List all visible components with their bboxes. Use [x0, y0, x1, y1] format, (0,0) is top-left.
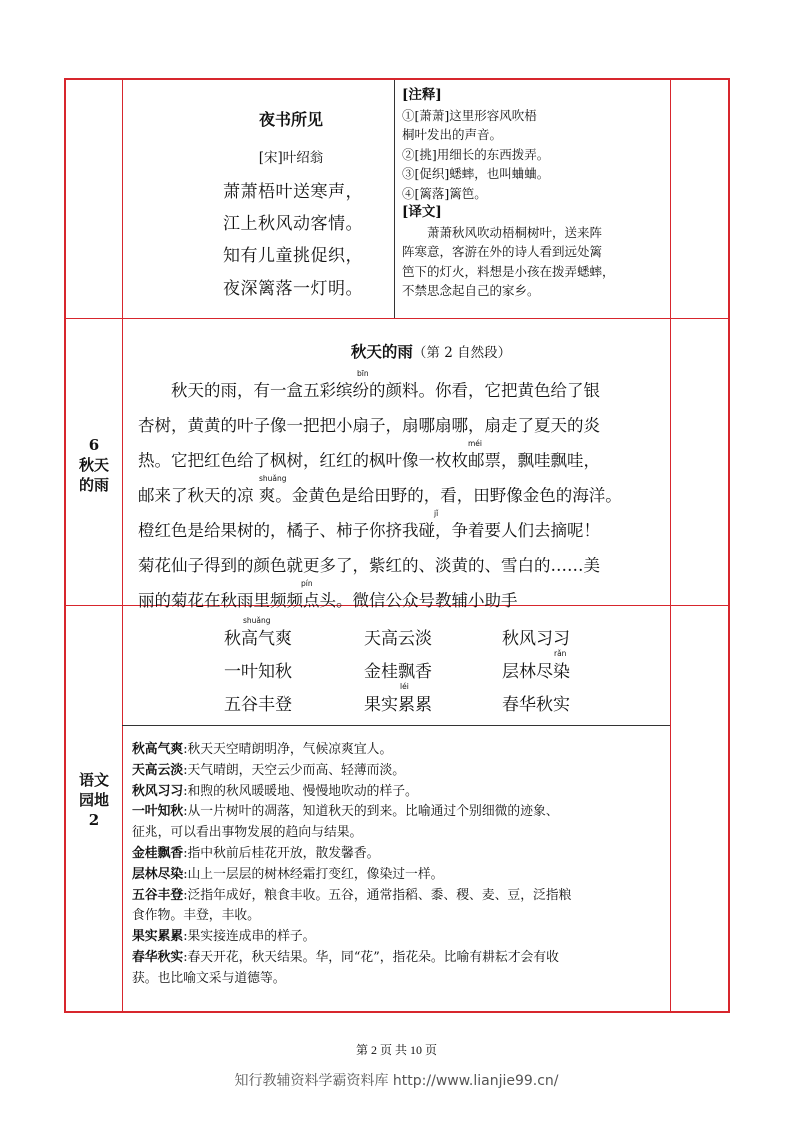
idiom-item: 天高云淡 — [364, 629, 432, 649]
passage-line: 丽的菊花在秋雨里频频点头。微信公众号教辅小助手 — [138, 591, 518, 610]
poem-notes — [402, 86, 638, 301]
pinyin-annotation: méi — [468, 439, 483, 448]
site-watermark: 知行教辅资料学霸资料库 http://www.lianjie99.cn/ — [234, 1073, 559, 1089]
note-line: ③[促织]蟋蟀，也叫蛐蛐。 — [402, 166, 550, 181]
row-label-line: 语文 — [78, 771, 109, 789]
explanation-term: 春华秋实 — [132, 949, 184, 965]
row-label-number: 2 — [88, 811, 100, 829]
explanation-text: 食作物。丰登，丰收。 — [132, 908, 260, 924]
explanation-line — [132, 761, 672, 782]
translation-line: 不禁思念起自己的家乡。 — [402, 283, 540, 298]
passage-title-text: 秋天的雨 — [350, 342, 413, 361]
explanation-text: :秋天天空晴朗明净，气候凉爽宜人。 — [183, 742, 393, 757]
note-line: ①[萧萧]这里形容风吹梧 — [402, 107, 537, 123]
explanation-term: 五谷丰登 — [132, 887, 184, 903]
explanation-line — [132, 886, 672, 907]
passage-title — [186, 340, 676, 362]
translation-heading: [译文] — [402, 204, 442, 220]
idiom-item: 五谷丰登 — [224, 695, 292, 715]
explanation-text: 获。也比喻文采与道德等。 — [132, 970, 286, 986]
pinyin-annotation: bīn — [357, 369, 369, 378]
explanation-line — [132, 823, 672, 844]
note-line: ④[篱落]篱笆。 — [402, 185, 487, 201]
pinyin-annotation: jǐ — [434, 509, 439, 518]
idiom-item: 层林尽染 — [502, 662, 570, 682]
passage-subtitle: （第 2 自然段） — [412, 345, 512, 361]
explanation-text: :从一片树叶的凋落，知道秋天的到来。比喻通过个别细微的迹象、 — [183, 804, 559, 820]
note-line: ②[挑]用细长的东西拨弄。 — [402, 146, 550, 162]
passage-line: 邮来了秋天的凉 爽。金黄色是给田野的，看，田野像金色的海洋。 — [138, 486, 622, 505]
row-label-line: 的雨 — [78, 476, 109, 494]
explanation-text: 征兆，可以看出事物发展的趋向与结果。 — [132, 825, 363, 841]
row-divider-1 — [66, 318, 728, 319]
explanation-term: 金桂飘香 — [132, 845, 184, 861]
explanation-text: :天气晴朗，天空云少而高、轻薄而淡。 — [183, 762, 406, 778]
idiom-item: 果实累累 — [364, 695, 432, 715]
translation-line: 萧萧秋风吹动梧桐树叶，送来阵 — [427, 224, 603, 240]
explanation-term: 一叶知秋 — [132, 804, 184, 820]
explanation-term: 果实累累 — [132, 929, 184, 945]
idiom-item: 一叶知秋 — [224, 662, 292, 682]
explanation-text: :指中秋前后桂花开放，散发馨香。 — [183, 845, 380, 861]
idiom-item: 秋风习习 — [502, 629, 570, 649]
pinyin-annotation: rǎn — [554, 649, 567, 658]
idiom-item: 春华秋实 — [502, 695, 570, 715]
pinyin-annotation: pín — [301, 579, 313, 588]
passage-line: 菊花仙子得到的颜色就更多了，紫红的、淡黄的、雪白的……美 — [138, 556, 600, 575]
passage-line: 热。它把红色给了枫树，红红的枫叶像一枚枚邮票，飘哇飘哇， — [138, 451, 600, 470]
row-label-lesson-6 — [66, 435, 122, 495]
row-label-yuwen-yuandi — [66, 770, 122, 830]
explanation-text: :山上一层层的树林经霜打变红，像染过一样。 — [183, 866, 444, 882]
idiom-item: 金桂飘香 — [364, 662, 432, 682]
column-divider-left — [122, 80, 123, 1011]
note-line: 桐叶发出的声音。 — [402, 127, 503, 142]
pinyin-annotation: léi — [400, 682, 409, 691]
explanation-line — [132, 927, 672, 948]
poem-line: 知有儿童挑促织， — [223, 246, 363, 266]
explanation-line — [132, 906, 672, 927]
poem-author: [宋]叶绍翁 — [258, 150, 324, 166]
passage-line: 杏树，黄黄的叶子像一把把小扇子，扇哪扇哪，扇走了夏天的炎 — [138, 416, 600, 435]
explanation-term: 天高云淡 — [132, 762, 184, 778]
row-label-number: 6 — [88, 436, 100, 454]
explanation-line — [132, 802, 672, 823]
page-number: 第 2 页 共 10 页 — [355, 1043, 437, 1057]
poem-line: 江上秋风动客情。 — [223, 214, 363, 234]
explanation-line — [132, 865, 672, 886]
idiom-explanations — [132, 740, 672, 990]
row-label-line: 园地 — [78, 791, 109, 809]
passage-line: 秋天的雨，有一盒五彩缤纷的颜料。你看，它把黄色给了银 — [171, 381, 600, 400]
explanation-term: 秋风习习 — [132, 783, 184, 799]
explanation-term: 层林尽染 — [132, 866, 184, 882]
idiom-divider — [122, 725, 670, 726]
explanation-text: :果实接连成串的样子。 — [183, 929, 316, 945]
explanation-text: :泛指年成好，粮食丰收。五谷，通常指稻、黍、稷、麦、豆，泛指粮 — [183, 887, 572, 903]
idiom-item: 秋高气爽 — [224, 629, 292, 649]
explanation-line — [132, 948, 672, 969]
explanation-term: 秋高气爽 — [132, 742, 184, 757]
explanation-text: :和煦的秋风暖暖地、慢慢地吹动的样子。 — [183, 783, 418, 799]
poem-title: 夜书所见 — [258, 110, 323, 129]
passage-line: 橙红色是给果树的，橘子、柿子你挤我碰，争着要人们去摘呢！ — [138, 521, 600, 540]
row-label-line: 秋天 — [78, 456, 109, 474]
notes-heading: [注释] — [402, 87, 442, 103]
explanation-text: :春天开花，秋天结果。华，同“花”，指花朵。比喻有耕耘才会有收 — [183, 949, 559, 965]
pinyin-annotation: shuǎng — [243, 616, 271, 625]
translation-line: 阵寒意，客游在外的诗人看到远处篱 — [402, 244, 603, 259]
pinyin-annotation: shuǎng — [259, 474, 287, 483]
explanation-line — [132, 969, 672, 990]
document-table — [64, 78, 730, 1013]
explanation-line — [132, 782, 672, 803]
poem-line: 萧萧梧叶送寒声， — [223, 182, 363, 202]
translation-line: 笆下的灯火，料想是小孩在拨弄蟋蟀， — [402, 263, 615, 279]
poem-line: 夜深篱落一灯明。 — [223, 279, 363, 299]
explanation-line — [132, 844, 672, 865]
explanation-line — [132, 740, 672, 761]
